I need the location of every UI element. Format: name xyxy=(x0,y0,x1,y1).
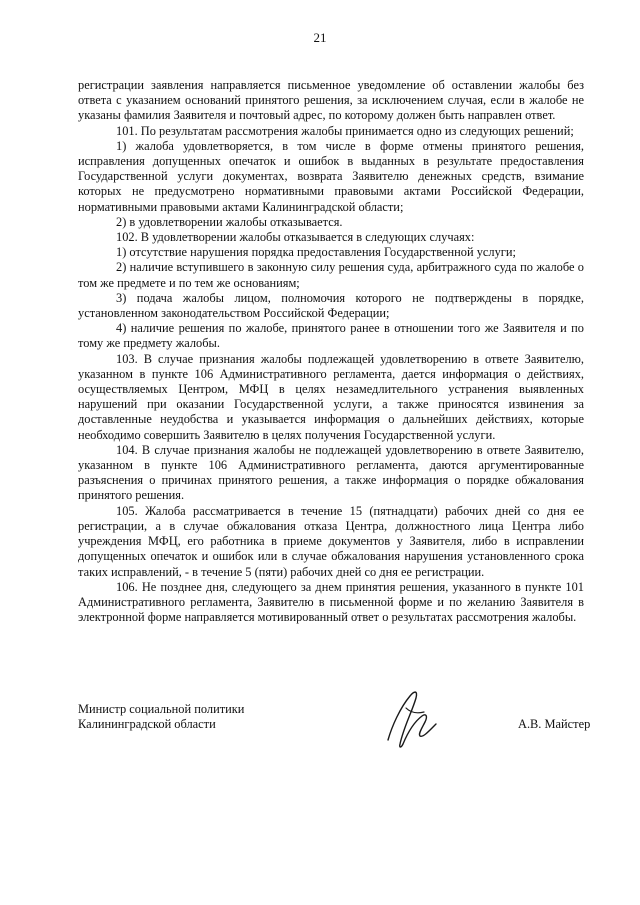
paragraph-102-1: 1) отсутствие нарушения порядка предоставления Государственной услуги; xyxy=(116,245,516,260)
paragraph-103: 103. В случае признания жалобы подлежащей удовлетворению в ответе Заявителю, указанном в пункте 106 Административного регламента, дается информация о действиях, осуществляемых Центром, МФЦ в целях незамедлительного устранения выявленных нарушений при оказании Государственной услуги, а также приносятся извинения за доставленные неудобства и указывается информация о дальнейших действиях, которые необходимо совершить Заявителю в целях получения Государственной услуги. xyxy=(78,351,584,442)
paragraph-102: 102. В удовлетворении жалобы отказывается в следующих случаях: xyxy=(116,230,475,245)
paragraph-102-2: 2) наличие вступившего в законную силу решения суда, арбитражного суда по жалобе о том же предмете и по тем же основаниям; xyxy=(78,260,584,290)
document-body xyxy=(78,78,584,625)
paragraph-102-4: 4) наличие решения по жалобе, принятого ранее в отношении того же Заявителя и по тому же предмету жалобы. xyxy=(78,321,584,351)
signer-position: Министр социальной политики xyxy=(78,702,245,716)
paragraph: регистрации заявления направляется письменное уведомление об оставлении жалобы без ответа с указанием оснований принятого решения, за исключением случая, если в жалобе не указаны фамилия Заявителя и почтовый адрес, по которому должен быть направлен ответ. xyxy=(78,78,584,123)
paragraph-101-2: 2) в удовлетворении жалобы отказывается. xyxy=(116,214,343,229)
page-number: 21 xyxy=(313,30,327,45)
paragraph-105: 105. Жалоба рассматривается в течение 15 (пятнадцати) рабочих дней со дня ее регистрации, а в случае обжалования отказа Центра, должностного лица Центра либо учреждения МФЦ, его работника в приеме документов у Заявителя, либо в исправлении допущенных опечаток и ошибок или в случае обжалования нарушения установленного срока таких исправлений, - в течение 5 (пяти) рабочих дней со дня ее регистрации. xyxy=(78,503,584,579)
paragraph-106: 106. Не позднее дня, следующего за днем принятия решения, указанного в пункте 101 Административного регламента, Заявителю в письменной форме и по желанию Заявителя в электронной форме направляется мотивированный ответ о результатах рассмотрения жалобы. xyxy=(78,579,584,625)
handwritten-signature-icon xyxy=(370,678,450,758)
signer-region: Калининградской области xyxy=(78,717,216,732)
signer-title xyxy=(78,702,318,732)
paragraph-101-1: 1) жалоба удовлетворяется, в том числе в форме отмены принятого решения, исправления допущенных опечаток и ошибок в выданных в результате предоставления Государственной услуги документах, возврата Заявителю денежных средств, взимание которых не предусмотрено нормативными правовыми актами Российской Федерации, нормативными правовыми актами Калининградской области; xyxy=(78,138,584,214)
signer-name: А.В. Майстер xyxy=(518,717,591,731)
paragraph-101: 101. По результатам рассмотрения жалобы принимается одно из следующих решений; xyxy=(116,123,574,138)
paragraph-102-3: 3) подача жалобы лицом, полномочия которого не подтверждены в порядке, установленном законодательством Российской Федерации; xyxy=(78,290,584,321)
paragraph-104: 104. В случае признания жалобы не подлежащей удовлетворению в ответе Заявителю, указанном в пункте 106 Административного регламента, даются аргументированные разъяснения о причинах принятого решения, а также информация о порядке обжалования принятого решения. xyxy=(78,442,584,503)
